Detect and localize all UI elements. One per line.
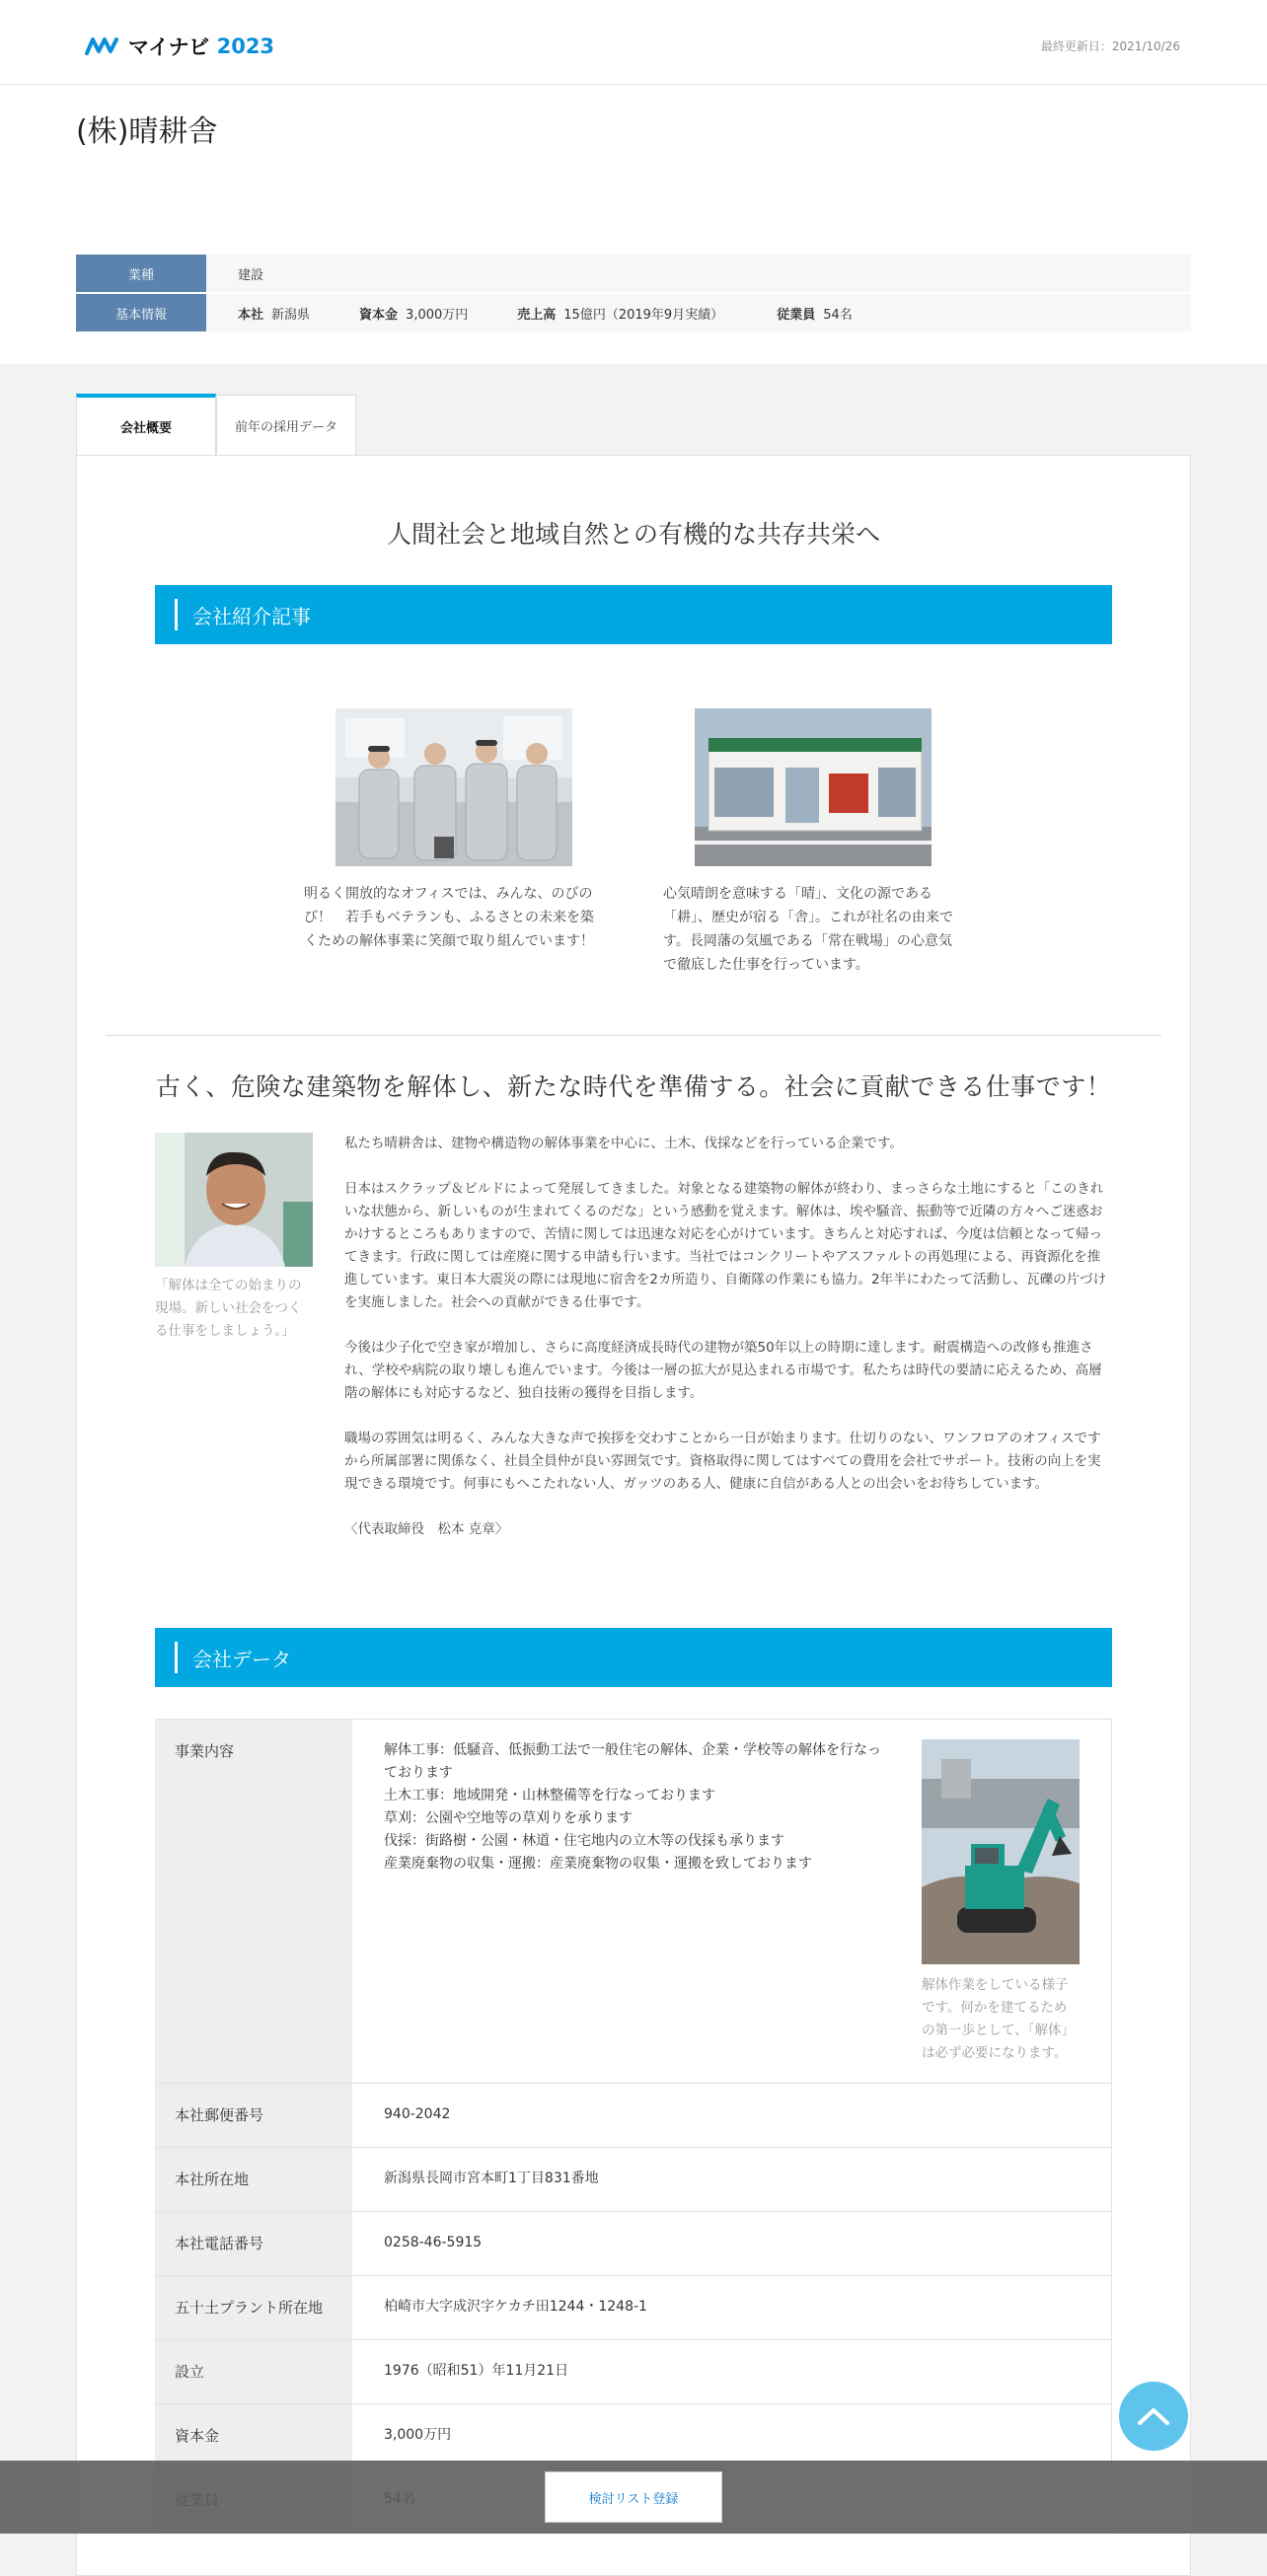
representative-caption: 「解体は全ての始まりの現場。新しい社会をつくる仕事をしましょう。」 bbox=[155, 1278, 302, 1339]
logo-text: マイナビ bbox=[128, 36, 209, 59]
hq-key: 本社 bbox=[238, 307, 264, 323]
article-caption-1: 明るく開放的なオフィスでは、みんな、のびのび！ 若手もベテランも、ふるさとの未来を築くための解体事業に笑顔で取り組んでいます！ bbox=[304, 886, 594, 949]
table-row bbox=[155, 2340, 1112, 2404]
logo-year: 2023 bbox=[216, 35, 275, 58]
section-bar-company-data bbox=[155, 1628, 1112, 1687]
office-staff-illustration bbox=[335, 708, 572, 866]
table-label: 事業内容 bbox=[155, 1720, 352, 2083]
industry-value: 建設 bbox=[206, 255, 1191, 292]
hq-item bbox=[238, 304, 310, 323]
hq-value: 新潟県 bbox=[271, 307, 311, 323]
article-item-1 bbox=[304, 708, 600, 953]
scroll-to-top-button[interactable] bbox=[1119, 2382, 1188, 2451]
tab-previous-recruit-data[interactable]: 前年の採用データ bbox=[216, 395, 356, 456]
message-paragraph-1: 私たち晴耕舎は、建物や構造物の解体事業を中心に、土木、伐採などを行っている企業です。 bbox=[344, 1136, 903, 1151]
last-updated: 最終更新日：2021/10/26 bbox=[1040, 39, 1180, 53]
add-to-list-button[interactable]: 検討リスト登録 bbox=[545, 2471, 722, 2523]
site-building-illustration bbox=[695, 708, 932, 866]
table-row bbox=[155, 2148, 1112, 2212]
employees-value: 54名 bbox=[823, 307, 853, 323]
excavator-photo bbox=[922, 1739, 1080, 1964]
section-divider bbox=[106, 1035, 1161, 1036]
business-lines bbox=[384, 1739, 887, 1876]
table-value: 1976（昭和51）年11月21日 bbox=[352, 2340, 1112, 2403]
mynavi-logo-icon bbox=[85, 36, 122, 57]
table-label: 本社電話番号 bbox=[155, 2212, 352, 2275]
business-line-5: 産業廃棄物の収集・運搬：産業廃棄物の収集・運搬を致しております bbox=[384, 1856, 812, 1872]
sales-value: 15億円（2019年9月実績） bbox=[563, 307, 724, 323]
section-bar-article bbox=[155, 585, 1112, 644]
table-row bbox=[155, 2404, 1112, 2468]
table-label: 設立 bbox=[155, 2340, 352, 2403]
table-value bbox=[352, 1720, 1112, 2083]
business-line-1: 解体工事：低騒音、低振動工法で一般住宅の解体、企業・学校等の解体を行なっております bbox=[384, 1742, 881, 1781]
office-staff-photo bbox=[335, 708, 572, 866]
excavator-illustration bbox=[922, 1739, 1080, 1964]
employees-item bbox=[777, 304, 853, 323]
capital-key: 資本金 bbox=[359, 307, 399, 323]
message-paragraph-3: 今後は少子化で空き家が増加し、さらに高度経済成長時代の建物が築50年以上の時期に達します。耐震構造への改修も推進され、学校や病院の取り壊しも進んでいます。今後は一層の拡大が見込まれる市場です。私たちは時代の要請に応えるため、高層階の解体にも対応するなど、独自技術の獲得を目指します。 bbox=[344, 1340, 1102, 1401]
table-value: 柏崎市大字成沢字ケカチ田1244・1248-1 bbox=[352, 2276, 1112, 2339]
table-label: 本社所在地 bbox=[155, 2148, 352, 2211]
table-row bbox=[155, 2276, 1112, 2340]
table-value: 0258-46-5915 bbox=[352, 2212, 1112, 2275]
table-value: 新潟県長岡市宮本町1丁目831番地 bbox=[352, 2148, 1112, 2211]
company-data-table bbox=[155, 1719, 1112, 2533]
message-signature: 〈代表取締役 松本 克章〉 bbox=[344, 1521, 509, 1537]
basic-info-value bbox=[206, 294, 1191, 331]
table-row bbox=[155, 2084, 1112, 2148]
business-photo-block bbox=[922, 1739, 1080, 2065]
article-caption-2: 心気晴朗を意味する「晴」、文化の源である「耕」、歴史が宿る「舎」。これが社名の由来です。長岡藩の気風である「常在戦場」の心意気で徹底した仕事を行っています。 bbox=[663, 886, 953, 973]
article-item-2 bbox=[663, 708, 959, 977]
table-row bbox=[155, 2212, 1112, 2276]
table-value: 940-2042 bbox=[352, 2084, 1112, 2147]
mynavi-logo[interactable] bbox=[85, 34, 274, 59]
business-line-3: 草刈：公園や空地等の草刈りを承ります bbox=[384, 1810, 633, 1826]
table-label: 五十土プラント所在地 bbox=[155, 2276, 352, 2339]
table-value: 3,000万円 bbox=[352, 2404, 1112, 2467]
section-title-company-data: 会社データ bbox=[192, 1647, 291, 1671]
section-title-article: 会社紹介記事 bbox=[192, 604, 311, 628]
company-name: (株)晴耕舎 bbox=[76, 114, 218, 149]
industry-row bbox=[76, 255, 1191, 292]
table-label: 本社郵便番号 bbox=[155, 2084, 352, 2147]
sales-key: 売上高 bbox=[517, 307, 557, 323]
business-line-2: 土木工事：地域開発・山林整備等を行なっております bbox=[384, 1788, 715, 1803]
president-message bbox=[344, 1133, 1112, 1564]
table-row-business bbox=[155, 1720, 1112, 2084]
site-header bbox=[0, 0, 1267, 85]
basic-info-row bbox=[76, 294, 1191, 331]
message-paragraph-4: 職場の雰囲気は明るく、みんな大きな声で挨拶を交わすことから一日が始まります。仕切りのない、ワンフロアのオフィスですから所属部署に関係なく、社員全員仲が良い雰囲気です。資格取得に関してはすべての費用を会社でサポート。技術の向上を実現できる環境です。何事にもへこたれない人、ガッツのある人、健康に自信がある人との出会いをお待ちしています。 bbox=[344, 1431, 1101, 1492]
business-line-4: 伐採：街路樹・公園・林道・住宅地内の立木等の伐採も承ります bbox=[384, 1833, 784, 1849]
employees-key: 従業員 bbox=[777, 307, 816, 323]
table-label: 資本金 bbox=[155, 2404, 352, 2467]
site-building-photo bbox=[695, 708, 932, 866]
basic-info-label: 基本情報 bbox=[76, 294, 206, 331]
catch-copy: 人間社会と地域自然との有機的な共存共栄へ bbox=[386, 520, 880, 549]
business-photo-caption: 解体作業をしている様子です。何かを建てるための第一歩として、「解体」は必ず必要になります。 bbox=[922, 1977, 1075, 2061]
capital-value: 3,000万円 bbox=[406, 307, 469, 323]
representative-photo bbox=[155, 1133, 313, 1267]
representative-illustration bbox=[155, 1133, 313, 1267]
basic-info-table bbox=[76, 255, 1191, 333]
chevron-up-icon bbox=[1137, 2406, 1170, 2426]
message-paragraph-2: 日本はスクラップ＆ビルドによって発展してきました。対象となる建築物の解体が終わり、まっさらな土地にすると「このきれいな状態から、新しいものが生まれてくるのだな」という感動を覚えます。解体は、埃や騒音、振動等で近隣の方々へご迷惑おかけするところもありますので、苦情に関しては迅速な対応を心がけています。きちんと対応すれば、今度は信頼となって帰ってきます。行政に関しては産廃に関する申請も行います。当社ではコンクリートやアスファルトの再処理による、再資源化を推進しています。東日本大震災の際には現地に宿舎を2カ所造り、自衛隊の作業にも協力。2年半にわたって活動し、瓦礫の片づけを実施しました。社会への貢献ができる仕事です。 bbox=[344, 1181, 1107, 1310]
message-headline: 古く、危険な建築物を解体し、新たな時代を準備する。社会に貢献できる仕事です！ bbox=[155, 1072, 1112, 1101]
capital-item bbox=[359, 304, 468, 323]
sales-item bbox=[517, 304, 723, 323]
tab-company-overview[interactable]: 会社概要 bbox=[76, 394, 216, 456]
industry-label: 業種 bbox=[76, 255, 206, 292]
